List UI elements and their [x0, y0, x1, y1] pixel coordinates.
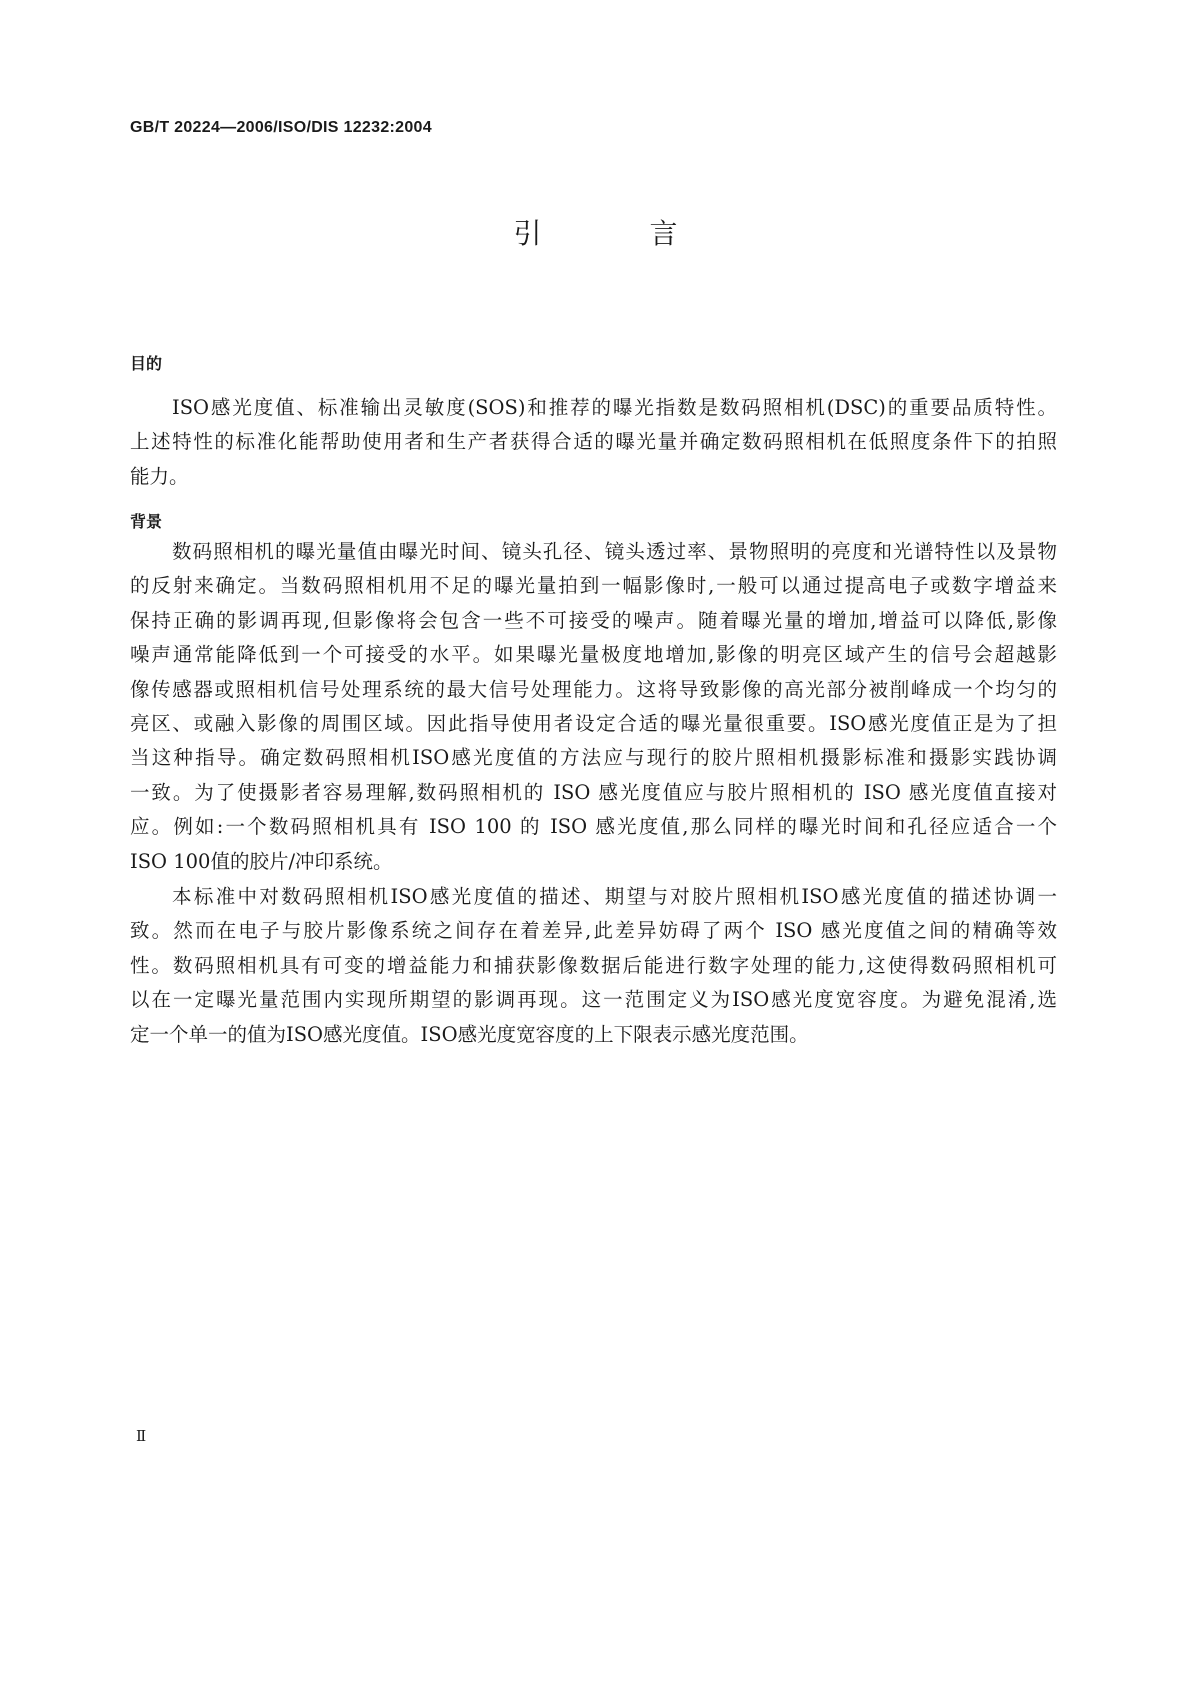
- text-line: 本标准中对数码照相机ISO感光度值的描述、期望与对胶片照相机ISO感光度值的描述协调一: [172, 885, 1057, 908]
- text-line: 像传感器或照相机信号处理系统的最大信号处理能力。这将导致影像的高光部分被削峰成一个均匀的: [130, 677, 1057, 701]
- text-line: 的反射来确定。当数码照相机用不足的曝光量拍到一幅影像时,一般可以通过提高电子或数字增益来: [130, 574, 1057, 598]
- text-line: 上述特性的标准化能帮助使用者和生产者获得合适的曝光量并确定数码照相机在低照度条件下的拍照: [130, 430, 1057, 454]
- text-line: ISO 100值的胶片/冲印系统。: [130, 849, 393, 873]
- section-heading-background: 背景: [130, 512, 163, 531]
- paragraph-background-1: [130, 535, 1057, 879]
- page-number: Ⅱ: [136, 1427, 147, 1445]
- page-title: 引 言: [513, 217, 718, 250]
- paragraph-background-2: [130, 880, 1057, 1052]
- text-line: 能力。: [130, 464, 189, 488]
- text-line: 以在一定曝光量范围内实现所期望的影调再现。这一范围定义为ISO感光度宽容度。为避免混淆,选: [130, 988, 1057, 1012]
- text-line: ISO感光度值、标准输出灵敏度(SOS)和推荐的曝光指数是数码照相机(DSC)的重要品质特性。: [172, 396, 1057, 419]
- section-heading-purpose: 目的: [130, 354, 163, 373]
- text-line: 亮区、或融入影像的周围区域。因此指导使用者设定合适的曝光量很重要。ISO感光度值正是为了担: [130, 711, 1057, 735]
- text-line: 噪声通常能降低到一个可接受的水平。如果曝光量极度地增加,影像的明亮区域产生的信号会超越影: [130, 643, 1057, 667]
- text-line: 保持正确的影调再现,但影像将会包含一些不可接受的噪声。随着曝光量的增加,增益可以降低,影像: [130, 608, 1057, 632]
- text-line: 数码照相机的曝光量值由曝光时间、镜头孔径、镜头透过率、景物照明的亮度和光谱特性以及景物: [172, 540, 1057, 563]
- document-standard-number: GB/T 20224—2006/ISO/DIS 12232:2004: [130, 119, 432, 136]
- text-line: 当这种指导。确定数码照相机ISO感光度值的方法应与现行的胶片照相机摄影标准和摄影实践协调: [130, 746, 1057, 770]
- text-line: 定一个单一的值为ISO感光度值。ISO感光度宽容度的上下限表示感光度范围。: [130, 1022, 809, 1046]
- text-line: 一致。为了使摄影者容易理解,数码照相机的 ISO 感光度值应与胶片照相机的 ISO 感光度值直接对: [130, 780, 1057, 804]
- paragraph-purpose: [130, 391, 1057, 494]
- text-line: 致。然而在电子与胶片影像系统之间存在着差异,此差异妨碍了两个 ISO 感光度值之间的精确等效: [130, 919, 1057, 943]
- text-line: 性。数码照相机具有可变的增益能力和捕获影像数据后能进行数字处理的能力,这使得数码照相机可: [130, 953, 1057, 977]
- text-line: 应。例如:一个数码照相机具有 ISO 100 的 ISO 感光度值,那么同样的曝光时间和孔径应适合一个: [130, 815, 1057, 839]
